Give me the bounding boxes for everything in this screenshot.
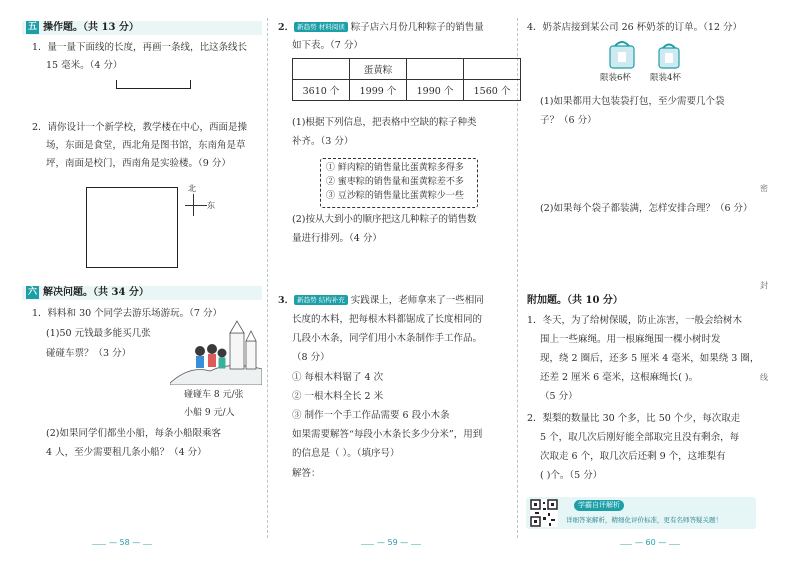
m2-p1-text-2: 补齐。（3 分） bbox=[292, 136, 354, 147]
table-cell bbox=[464, 59, 521, 80]
table-cell bbox=[293, 59, 350, 80]
side-label-mi: 密 bbox=[760, 184, 768, 193]
q1-text-1: 1．量一量下面线的长度，再画一条线，比这条线长 bbox=[32, 42, 248, 53]
school-square bbox=[86, 187, 178, 268]
measure-line bbox=[116, 80, 191, 89]
page-number-59: — 59 — bbox=[374, 538, 411, 547]
m2-text-1: 粽子店六月份几种粽子的销售量 bbox=[350, 22, 484, 33]
q6-1-text: 1．料料和 30 个同学去游乐场游玩。（7 分） bbox=[32, 308, 222, 319]
extra-q2-text-2: 5 个，取几次后刚好能全部取完且没有剩余，每 bbox=[540, 432, 740, 443]
table-cell: 3610 个 bbox=[293, 80, 350, 101]
m3-info-1: ① 每根木料锯了 4 次 bbox=[292, 372, 384, 383]
table-row bbox=[293, 80, 521, 101]
extra-q1-text-2: 围上一些麻绳。用一根麻绳围一棵小树时发 bbox=[540, 334, 721, 345]
table-cell: 1999 个 bbox=[350, 80, 407, 101]
page-number-60: — 60 — bbox=[632, 538, 669, 547]
table-cell bbox=[407, 59, 464, 80]
extra-q1-text-4: 还差 2 厘米 6 毫米，这根麻绳长( )。 bbox=[540, 372, 699, 383]
amusement-park-illustration bbox=[170, 313, 262, 385]
qr-code-icon[interactable] bbox=[530, 499, 558, 527]
bag-four-label: 限装4杯 bbox=[650, 73, 681, 83]
compass-north-label: 北 bbox=[188, 184, 196, 193]
section-six-title: 解决问题。（共 34 分） bbox=[43, 287, 149, 298]
m3-text-6: 的信息是（ ）。（填序号） bbox=[292, 448, 400, 459]
m2-p2-text-1: (2)按从大到小的顺序把这几种粽子的销售数 bbox=[292, 214, 477, 225]
m2-number: 2． bbox=[278, 22, 295, 33]
extra-q2-text-1: 2．梨梨的数量比 30 个多，比 50 个少，每次取走 bbox=[527, 413, 741, 424]
q2-text-2: 场，东面是食堂，西北角是图书馆，东南角是草 bbox=[46, 140, 246, 151]
q6-1-a-text-1: (1)50 元钱最多能买几张 bbox=[46, 328, 151, 339]
table-cell: 1560 个 bbox=[464, 80, 521, 101]
m2-p2-text-2: 量进行排列。（4 分） bbox=[292, 233, 382, 244]
m3-text-5: 如果需要解答“每段小木条长多少分米”，用到 bbox=[292, 429, 483, 440]
q2-text-1: 2．请你设计一个新学校，教学楼在中心，西面是操 bbox=[32, 122, 248, 133]
extra-title: 附加题。（共 10 分） bbox=[527, 295, 623, 306]
page-number-58: — 58 — bbox=[106, 538, 143, 547]
m3-text-4: （8 分） bbox=[292, 352, 330, 363]
r4-p1-text-1: (1)如果都用大包装袋打包，至少需要几个袋 bbox=[540, 96, 725, 107]
hint-1: ① 鲜肉粽的销售量比蛋黄粽多得多 bbox=[326, 163, 464, 173]
section-six-tag: 六 bbox=[27, 287, 37, 297]
extra-q2-text-3: 次取走 6 个，取几次后还剩 9 个，这堆梨有 bbox=[540, 451, 726, 462]
m3-header-line bbox=[278, 294, 484, 308]
q6-1-b-text-2: 4 人，至少需要租几条小船？（4 分） bbox=[46, 447, 207, 458]
q6-1-a-text-2: 碰碰车票？（3 分） bbox=[46, 348, 132, 359]
bag-six-label: 限装6杯 bbox=[600, 73, 631, 83]
table-cell: 1990 个 bbox=[407, 80, 464, 101]
bag-four-icon bbox=[656, 40, 682, 70]
hint-2: ② 蜜枣粽的销售量和蛋黄粽差不多 bbox=[326, 177, 464, 187]
r4-text-1: 4．奶茶店接到某公司 26 杯奶茶的订单。（12 分） bbox=[527, 22, 743, 33]
m3-text-3: 几段小木条，同学们用小木条制作手工作品。 bbox=[292, 333, 483, 344]
side-label-feng: 封 bbox=[760, 281, 768, 290]
m3-answer-label: 解答： bbox=[292, 468, 321, 479]
table-row bbox=[293, 59, 521, 80]
table-cell: 蛋黄粽 bbox=[350, 59, 407, 80]
hint-3: ③ 豆沙粽的销售量比蛋黄粽少一些 bbox=[326, 191, 464, 201]
qr-banner bbox=[526, 497, 756, 529]
m2-badge: 新趋势 材料阅读 bbox=[294, 22, 348, 32]
price-boat: 小船 9 元/人 bbox=[184, 408, 235, 418]
m3-text-2: 长度的木料，把每根木料都锯成了长度相同的 bbox=[292, 314, 483, 325]
m3-number: 3． bbox=[278, 295, 295, 306]
extra-q1-text-3: 现，绕 2 圈后，还多 5 厘米 4 毫米，如果绕 3 圈， bbox=[540, 353, 760, 364]
price-bumper-car: 碰碰车 8 元/张 bbox=[184, 390, 244, 400]
extra-q1-text-5: （5 分） bbox=[540, 391, 578, 402]
q6-1-b-text-1: (2)如果同学们都坐小船，每条小船限乘客 bbox=[46, 428, 221, 439]
m2-text-2: 如下表。（7 分） bbox=[292, 40, 363, 51]
m3-text-1: 实践课上，老师拿来了一些相同 bbox=[350, 295, 484, 306]
section-five-tag: 五 bbox=[27, 22, 37, 32]
bag-six-icon bbox=[607, 38, 637, 70]
extra-q2-text-4: ( )个。（5 分） bbox=[540, 470, 603, 481]
m3-badge: 新趋势 结构补充 bbox=[294, 295, 348, 305]
column-divider-1 bbox=[267, 18, 268, 538]
qr-description: 详细答案解析，精细化评价标准，更有名师答疑关题！ bbox=[566, 516, 722, 524]
m3-info-3: ③ 制作一个手工作品需要 6 段小木条 bbox=[292, 410, 450, 421]
m3-info-2: ② 一根木料全长 2 米 bbox=[292, 391, 384, 402]
r4-p1-text-2: 子？（6 分） bbox=[540, 115, 597, 126]
extra-q1-text-1: 1．冬天，为了给树保暖，防止冻害，一般会给树木 bbox=[527, 315, 743, 326]
q2-text-3: 坪，南面是校门，西南角是实验楼。（9 分） bbox=[46, 158, 231, 169]
m2-header-line bbox=[278, 21, 484, 35]
q1-text-2: 15 毫米。（4 分） bbox=[46, 60, 123, 71]
sales-table bbox=[292, 58, 521, 101]
compass-east-label: 东 bbox=[207, 201, 215, 210]
m2-p1-text-1: (1)根据下列信息，把表格中空缺的粽子种类 bbox=[292, 117, 477, 128]
section-five-title: 操作题。（共 13 分） bbox=[43, 22, 139, 33]
side-label-xian: 线 bbox=[760, 373, 768, 382]
r4-p2-text: (2)如果每个袋子都装满，怎样安排合理？（6 分） bbox=[540, 203, 753, 214]
qr-tag-label: 学霸自评解析 bbox=[574, 500, 624, 511]
